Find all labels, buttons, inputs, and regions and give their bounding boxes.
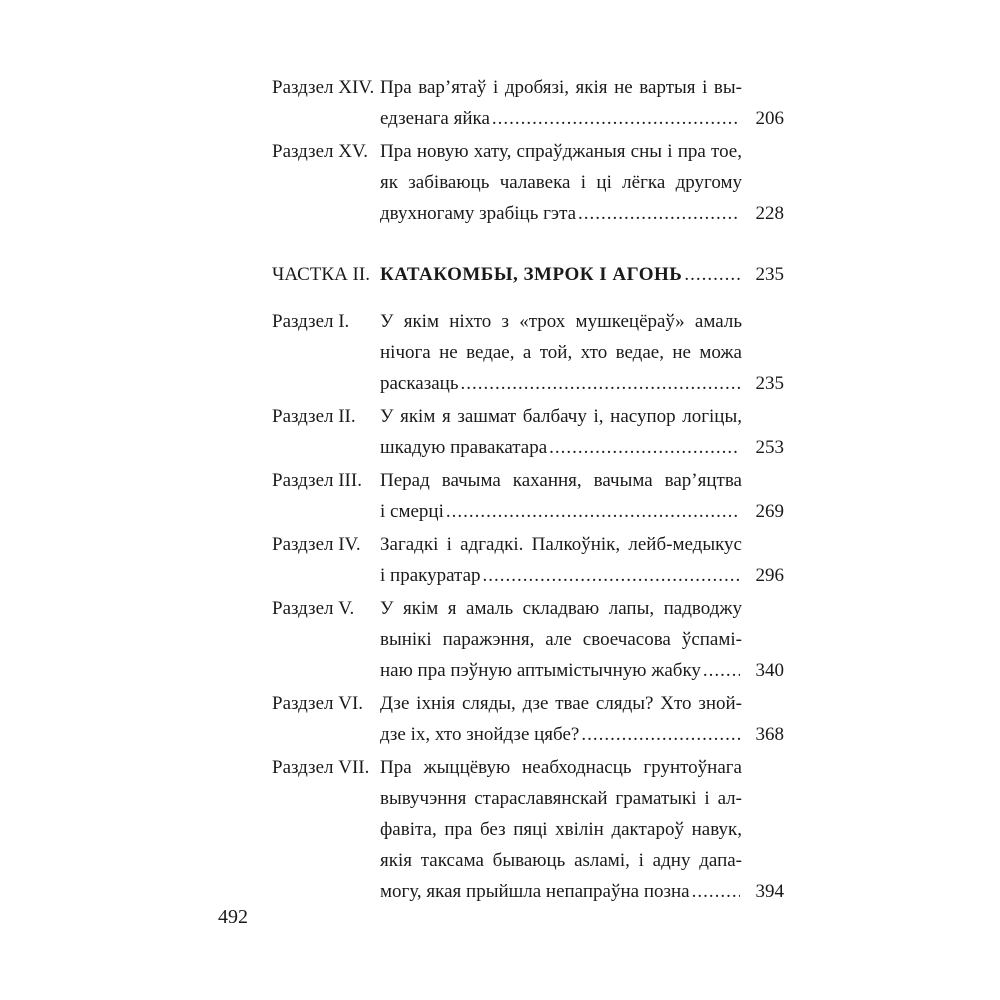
toc-entry xyxy=(272,593,784,686)
entry-page: 368 xyxy=(755,724,784,745)
leader-dots xyxy=(581,719,740,750)
entry-title-line: двухногаму зрабіць гэта xyxy=(380,203,577,224)
entry-title-line: Пра новую хату, спраўджаныя сны і пра тое, xyxy=(380,141,742,162)
part-title: КАТАКОМБЫ, ЗМРОК І АГОНЬ xyxy=(380,264,683,285)
leader-dots xyxy=(684,259,740,290)
entry-label: Раздзел II. xyxy=(272,406,356,427)
entry-page: 340 xyxy=(755,660,784,681)
entry-title-line: У якім ніхто з «трох мушкецёраў» амаль xyxy=(380,311,742,332)
entry-title-line: дзе іх, хто знойдзе цябе? xyxy=(380,724,580,745)
entry-title-line: нічога не ведае, а той, хто ведае, не можа xyxy=(380,342,742,363)
entry-title-line: фавіта, пра без пяці хвілін дактароў навук, xyxy=(380,819,742,840)
part-page: 235 xyxy=(755,264,784,285)
entry-page: 296 xyxy=(755,565,784,586)
leader-dots xyxy=(461,368,740,399)
entry-title-line: Перад вачыма кахання, вачыма вар’яцтва xyxy=(380,470,742,491)
part-heading xyxy=(272,259,784,290)
entry-label: Раздзел IV. xyxy=(272,534,361,555)
entry-label: Раздзел VI. xyxy=(272,693,364,714)
leader-dots xyxy=(483,560,740,591)
part-label: ЧАСТКА II. xyxy=(272,264,370,285)
entry-title xyxy=(380,306,742,399)
entry-label: Раздзел XV. xyxy=(272,141,368,162)
entry-title-line: У якім я зашмат балбачу і, насупор логіцы, xyxy=(380,406,742,427)
toc-entry xyxy=(272,752,784,907)
toc-entry xyxy=(272,401,784,463)
entry-label: Раздзел V. xyxy=(272,598,355,619)
leader-dots xyxy=(703,655,740,686)
entry-title-line: шкадую правакатара xyxy=(380,437,548,458)
entry-title-line: наю пра пэўную аптымістычную жабку xyxy=(380,660,701,681)
entry-title-line: якія таксама бываюць asламі, і адну дапа- xyxy=(380,850,742,871)
entry-title-line: вынікі паражэння, але своечасова ўспамі- xyxy=(380,629,742,650)
leader-dots xyxy=(446,496,740,527)
toc-entry xyxy=(272,465,784,527)
entry-title xyxy=(380,136,742,229)
entry-title-line: і пракуратар xyxy=(380,565,481,586)
entry-title xyxy=(380,401,742,463)
entry-page: 228 xyxy=(755,203,784,224)
entry-title-line: могу, якая прыйшла непапраўна позна xyxy=(380,881,690,902)
entry-title xyxy=(380,465,742,527)
page-number: 492 xyxy=(218,906,248,928)
toc-entry xyxy=(272,72,784,134)
entry-title-line: расказаць xyxy=(380,373,459,394)
entry-page: 235 xyxy=(755,373,784,394)
entry-title-line: Загадкі і адгадкі. Палкоўнік, лейб-медыкус xyxy=(380,534,742,555)
entry-title xyxy=(380,593,742,686)
entry-title-line: едзенага яйка xyxy=(380,108,490,129)
entry-title-line: Пра вар’ятаў і дробязі, якія не вартыя і вы- xyxy=(380,77,742,98)
entry-title-line: як забіваюць чалавека і ці лёгка другому xyxy=(380,172,742,193)
toc-entry xyxy=(272,306,784,399)
leader-dots xyxy=(692,876,740,907)
entry-title xyxy=(380,529,742,591)
entry-page: 394 xyxy=(755,881,784,902)
entry-page: 253 xyxy=(755,437,784,458)
entry-title-line: Пра жыццёвую неабходнасць грунтоўнага xyxy=(380,757,742,778)
entry-label: Раздзел XIV. xyxy=(272,77,375,98)
entry-title xyxy=(380,72,742,134)
entry-title xyxy=(380,752,742,907)
leader-dots xyxy=(492,103,740,134)
entry-page: 206 xyxy=(755,108,784,129)
table-of-contents xyxy=(272,72,784,909)
entry-title-line: Дзе іхнія сляды, дзе твае сляды? Хто зной- xyxy=(380,693,742,714)
entry-title xyxy=(380,688,742,750)
toc-entry xyxy=(272,688,784,750)
toc-entry xyxy=(272,136,784,229)
entry-title-line: У якім я амаль складваю лапы, падводжу xyxy=(380,598,742,619)
entry-page: 269 xyxy=(755,501,784,522)
entry-label: Раздзел III. xyxy=(272,470,362,491)
leader-dots xyxy=(549,432,740,463)
entry-title-line: вывучэння старaславянскай граматыкі і ал- xyxy=(380,788,742,809)
toc-entry xyxy=(272,529,784,591)
entry-label: Раздзел VII. xyxy=(272,757,370,778)
entry-title-line: і смерці xyxy=(380,501,444,522)
leader-dots xyxy=(578,198,740,229)
entry-label: Раздзел I. xyxy=(272,311,350,332)
